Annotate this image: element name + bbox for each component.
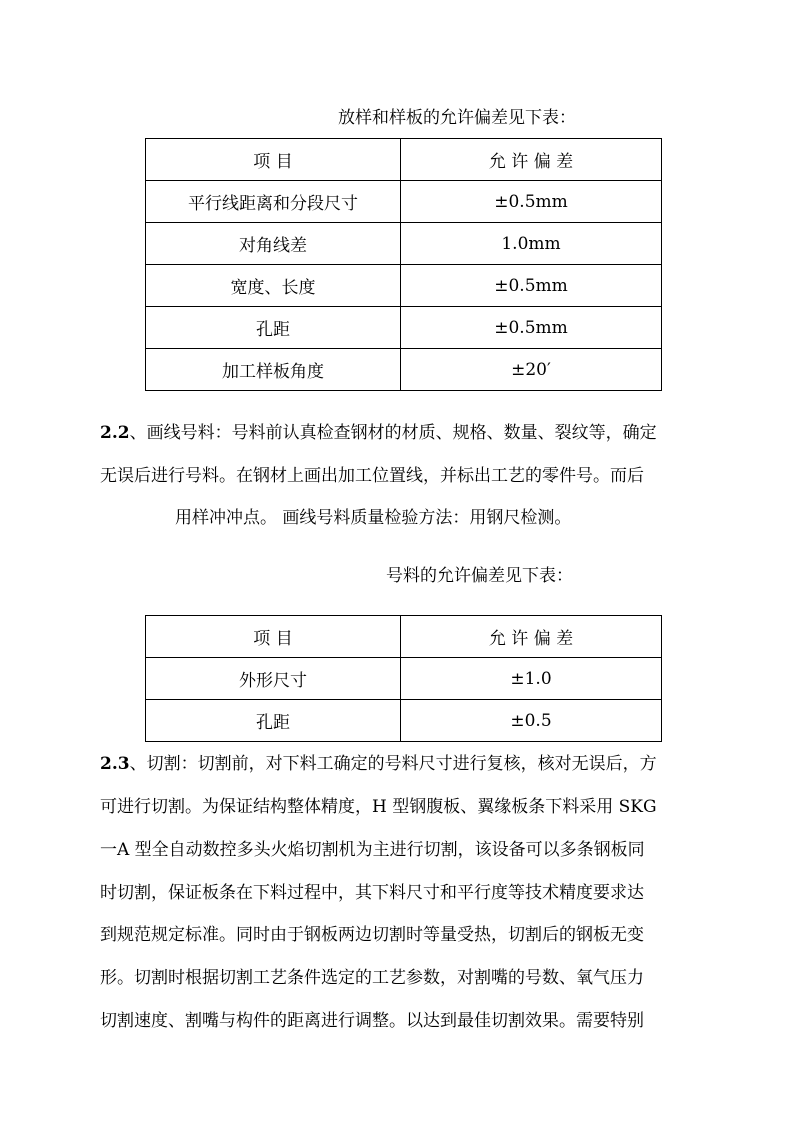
cell-tolerance: ±20′ — [401, 349, 662, 391]
cell-tolerance: ±0.5 — [401, 700, 662, 742]
tolerance-table-layout — [145, 138, 662, 391]
header-item: 项 目 — [146, 139, 401, 181]
section-2-3-line-4: 时切割，保证板条在下料过程中，其下料尺寸和平行度等技术精度要求达 — [100, 883, 644, 903]
cell-item: 加工样板角度 — [146, 349, 401, 391]
table1-caption: 放样和样板的允许偏差见下表： — [338, 108, 576, 128]
table2-caption: 号料的允许偏差见下表： — [386, 566, 573, 586]
paragraph-text: 、切割：切割前，对下料工确定的号料尺寸进行复核，核对无误后，方 — [129, 754, 657, 774]
cell-tolerance: 1.0mm — [401, 223, 662, 265]
cell-item: 对角线差 — [146, 223, 401, 265]
section-2-2-line-1 — [100, 423, 657, 443]
table-row — [146, 265, 662, 307]
table-row — [146, 307, 662, 349]
section-2-3-line-3: 一A 型全自动数控多头火焰切割机为主进行切割，该设备可以多条钢板同 — [100, 840, 645, 860]
table-row — [146, 349, 662, 391]
table-header-row — [146, 616, 662, 658]
header-tolerance: 允 许 偏 差 — [401, 616, 662, 658]
section-2-3-line-5: 到规范规定标准。同时由于钢板两边切割时等量受热，切割后的钢板无变 — [100, 925, 644, 945]
cell-item: 宽度、长度 — [146, 265, 401, 307]
table-row — [146, 223, 662, 265]
section-2-3-line-7: 切割速度、割嘴与构件的距离进行调整。以达到最佳切割效果。需要特别 — [100, 1011, 644, 1031]
paragraph-text: 、画线号料：号料前认真检查钢材的材质、规格、数量、裂纹等，确定 — [129, 423, 657, 443]
marking-tolerance-table — [145, 615, 662, 742]
header-item: 项 目 — [146, 616, 401, 658]
cell-item: 平行线距离和分段尺寸 — [146, 181, 401, 223]
cell-tolerance: ±0.5mm — [401, 265, 662, 307]
cell-tolerance: ±0.5mm — [401, 307, 662, 349]
section-2-2-line-2: 无误后进行号料。在钢材上画出加工位置线，并标出工艺的零件号。而后 — [100, 466, 644, 486]
table-row — [146, 181, 662, 223]
cell-item: 外形尺寸 — [146, 658, 401, 700]
header-tolerance: 允 许 偏 差 — [401, 139, 662, 181]
section-2-2-line-3: 用样冲冲点。 画线号料质量检验方法：用钢尺检测。 — [175, 508, 572, 528]
section-number: 2.2 — [100, 423, 130, 443]
section-2-3-line-6: 形。切割时根据切割工艺条件选定的工艺参数，对割嘴的号数、氧气压力 — [100, 968, 644, 988]
table-row — [146, 658, 662, 700]
cell-tolerance: ±0.5mm — [401, 181, 662, 223]
cell-item: 孔距 — [146, 700, 401, 742]
section-2-3-line-1 — [100, 754, 657, 774]
section-number: 2.3 — [100, 754, 130, 774]
section-2-3-line-2: 可进行切割。为保证结构整体精度，H 型钢腹板、翼缘板条下料采用 SKG — [100, 797, 657, 817]
cell-item: 孔距 — [146, 307, 401, 349]
cell-tolerance: ±1.0 — [401, 658, 662, 700]
table-row — [146, 700, 662, 742]
table-header-row — [146, 139, 662, 181]
